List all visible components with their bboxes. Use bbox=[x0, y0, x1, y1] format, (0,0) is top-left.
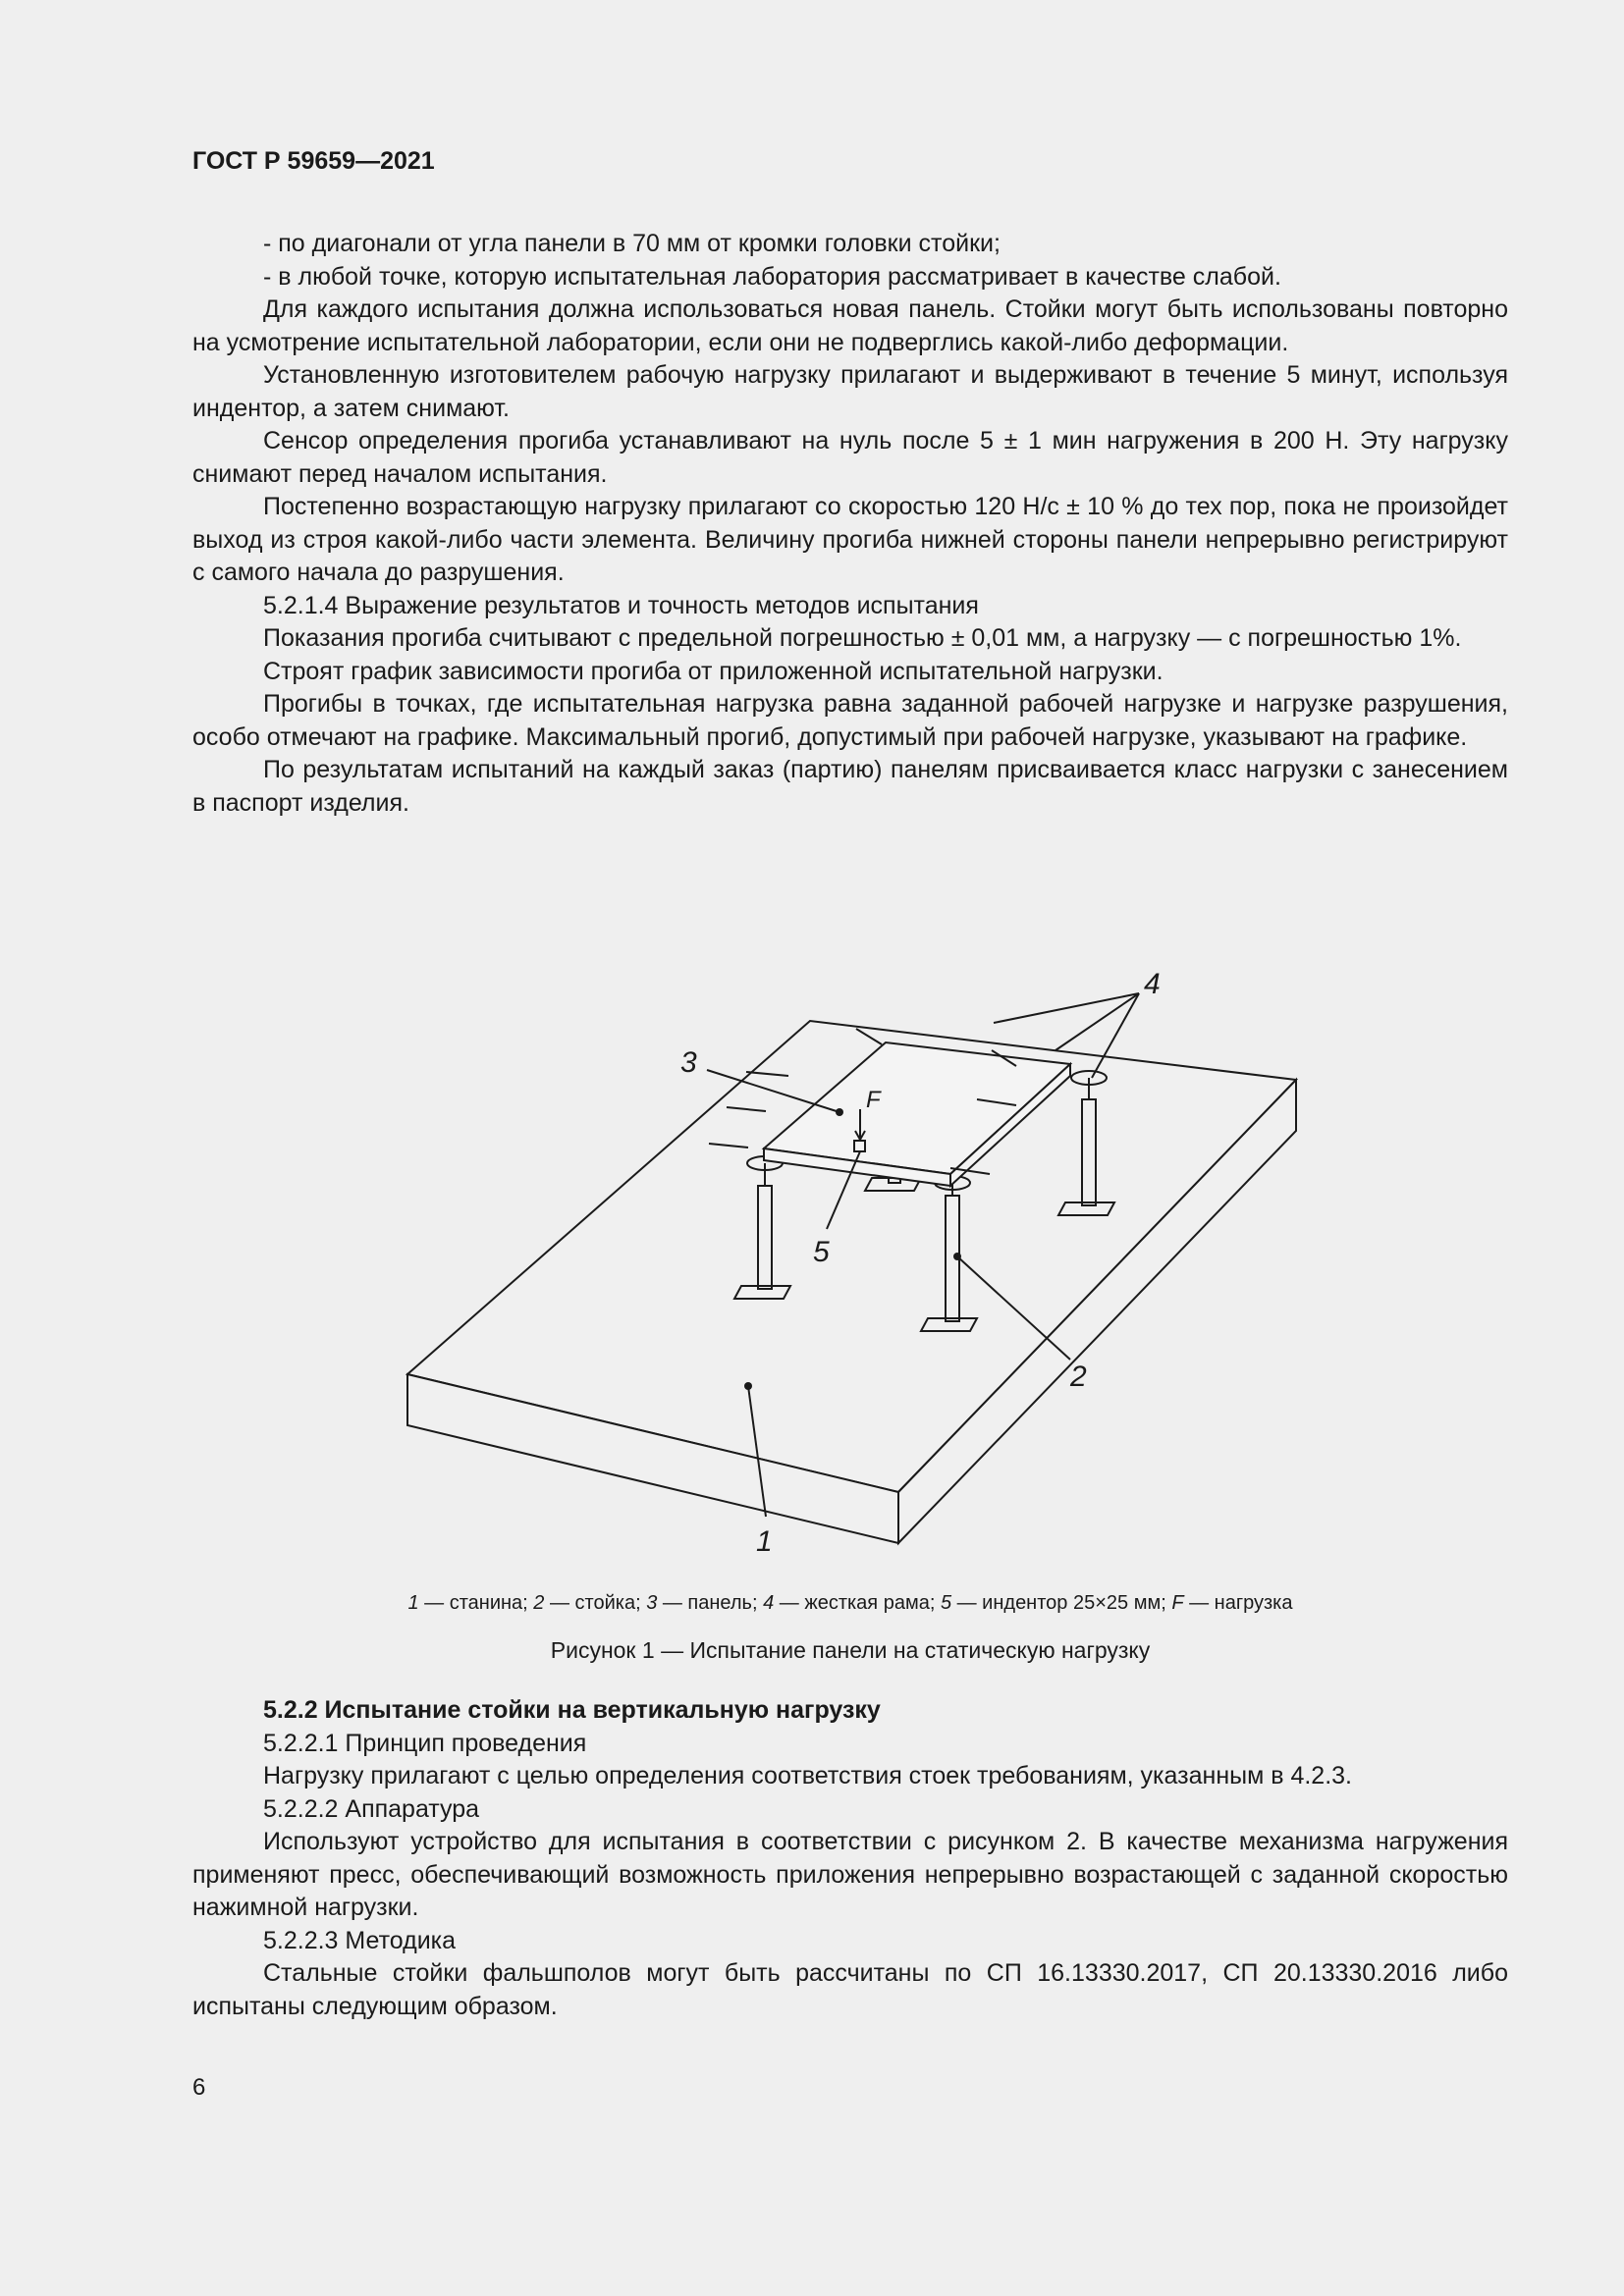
paragraph: По результатам испытаний на каждый заказ (партию) панелям присваивается класс нагрузки с занесением в паспорт изделия. bbox=[192, 756, 1508, 817]
paragraph: Стальные стойки фальшполов могут быть рассчитаны по СП 16.13330.2017, СП 20.13330.2016 либо испытаны следующим образом. bbox=[192, 1959, 1508, 2020]
label-2: 2 bbox=[1070, 1361, 1087, 1393]
paragraph: Строят график зависимости прогиба от приложенной испытательной нагрузки. bbox=[263, 657, 1164, 685]
legend-num: 1 bbox=[407, 1592, 419, 1614]
figure-legend bbox=[192, 1592, 1508, 1615]
paragraph: Сенсор определения прогиба устанавливают на нуль после 5 ± 1 мин нагружения в 200 Н. Эту нагрузку снимают перед началом испытания. bbox=[192, 427, 1508, 488]
legend-num: 2 bbox=[533, 1592, 545, 1614]
paragraph: Прогибы в точках, где испытательная нагрузка равна заданной рабочей нагрузке и нагрузке разрушения, особо отмечают на графике. Максимальный прогиб, допустимый при рабочей нагрузке, указывают на графике. bbox=[192, 690, 1508, 751]
label-1: 1 bbox=[756, 1525, 773, 1558]
figure-1-drawing bbox=[393, 972, 1326, 1561]
subsection-title: 5.2.2.1 Принцип проведения bbox=[263, 1729, 587, 1757]
document-code: ГОСТ Р 59659—2021 bbox=[192, 147, 435, 175]
paragraph: - в любой точке, которую испытательная лаборатория рассматривает в качестве слабой. bbox=[263, 262, 1281, 291]
legend-num: 3 bbox=[646, 1592, 658, 1614]
section-heading: 5.2.2 Испытание стойки на вертикальную нагрузку bbox=[263, 1696, 881, 1724]
subsection-title: 5.2.2.2 Аппаратура bbox=[263, 1794, 480, 1823]
paragraph: - по диагонали от угла панели в 70 мм от кромки головки стойки; bbox=[263, 230, 1001, 257]
paragraph: Используют устройство для испытания в соответствии с рисунком 2. В качестве механизма нагружения применяют пресс, обеспечивающий возможность приложения непрерывно возрастающей с заданной скоростью нажимной нагрузки. bbox=[192, 1828, 1508, 1921]
label-5: 5 bbox=[813, 1236, 830, 1268]
paragraph: Для каждого испытания должна использоваться новая панель. Стойки могут быть использованы повторно на усмотрение испытательной лаборатории, если они не подверглись какой-либо деформации. bbox=[192, 295, 1508, 356]
figure-caption: Рисунок 1 — Испытание панели на статическую нагрузку bbox=[550, 1637, 1151, 1663]
legend-text: — станина; bbox=[418, 1592, 534, 1614]
legend-text: — нагрузка bbox=[1183, 1592, 1293, 1614]
subsection-title: 5.2.2.3 Методика bbox=[263, 1926, 457, 1954]
paragraph: Нагрузку прилагают с целью определения соответствия стоек требованиям, указанным в 4.2.3. bbox=[263, 1762, 1352, 1789]
paragraph: Показания прогиба считывают с предельной погрешностью ± 0,01 мм, а нагрузку — с погрешностью 1%. bbox=[263, 624, 1462, 652]
label-4: 4 bbox=[1144, 972, 1161, 1000]
paragraph: Постепенно возрастающую нагрузку прилагают со скоростью 120 Н/с ± 10 % до тех пор, пока не произойдет выход из строя какой-либо части элемента. Величину прогиба нижней стороны панели непрерывно регистрируют с самого начала до разрушения. bbox=[192, 493, 1508, 586]
legend-num: F bbox=[1171, 1592, 1184, 1614]
section-5-2-2 bbox=[192, 1694, 1508, 2023]
indentor bbox=[854, 1141, 865, 1151]
label-3: 3 bbox=[680, 1046, 697, 1079]
legend-text: — жесткая рама; bbox=[774, 1592, 941, 1614]
legend-text: — панель; bbox=[657, 1592, 764, 1614]
test-rig-diagram bbox=[393, 972, 1326, 1561]
page-number: 6 bbox=[192, 2074, 206, 2101]
label-f: F bbox=[866, 1087, 881, 1113]
legend-text: — индентор 25×25 мм; bbox=[951, 1592, 1172, 1614]
subsection-title: 5.2.1.4 Выражение результатов и точность методов испытания bbox=[263, 591, 979, 619]
legend-text: — стойка; bbox=[544, 1592, 647, 1614]
body-text bbox=[192, 228, 1508, 820]
paragraph: Установленную изготовителем рабочую нагрузку прилагают и выдерживают в течение 5 минут, используя индентор, а затем снимают. bbox=[192, 361, 1508, 422]
legend-num: 4 bbox=[763, 1592, 775, 1614]
legend-num: 5 bbox=[940, 1592, 952, 1614]
